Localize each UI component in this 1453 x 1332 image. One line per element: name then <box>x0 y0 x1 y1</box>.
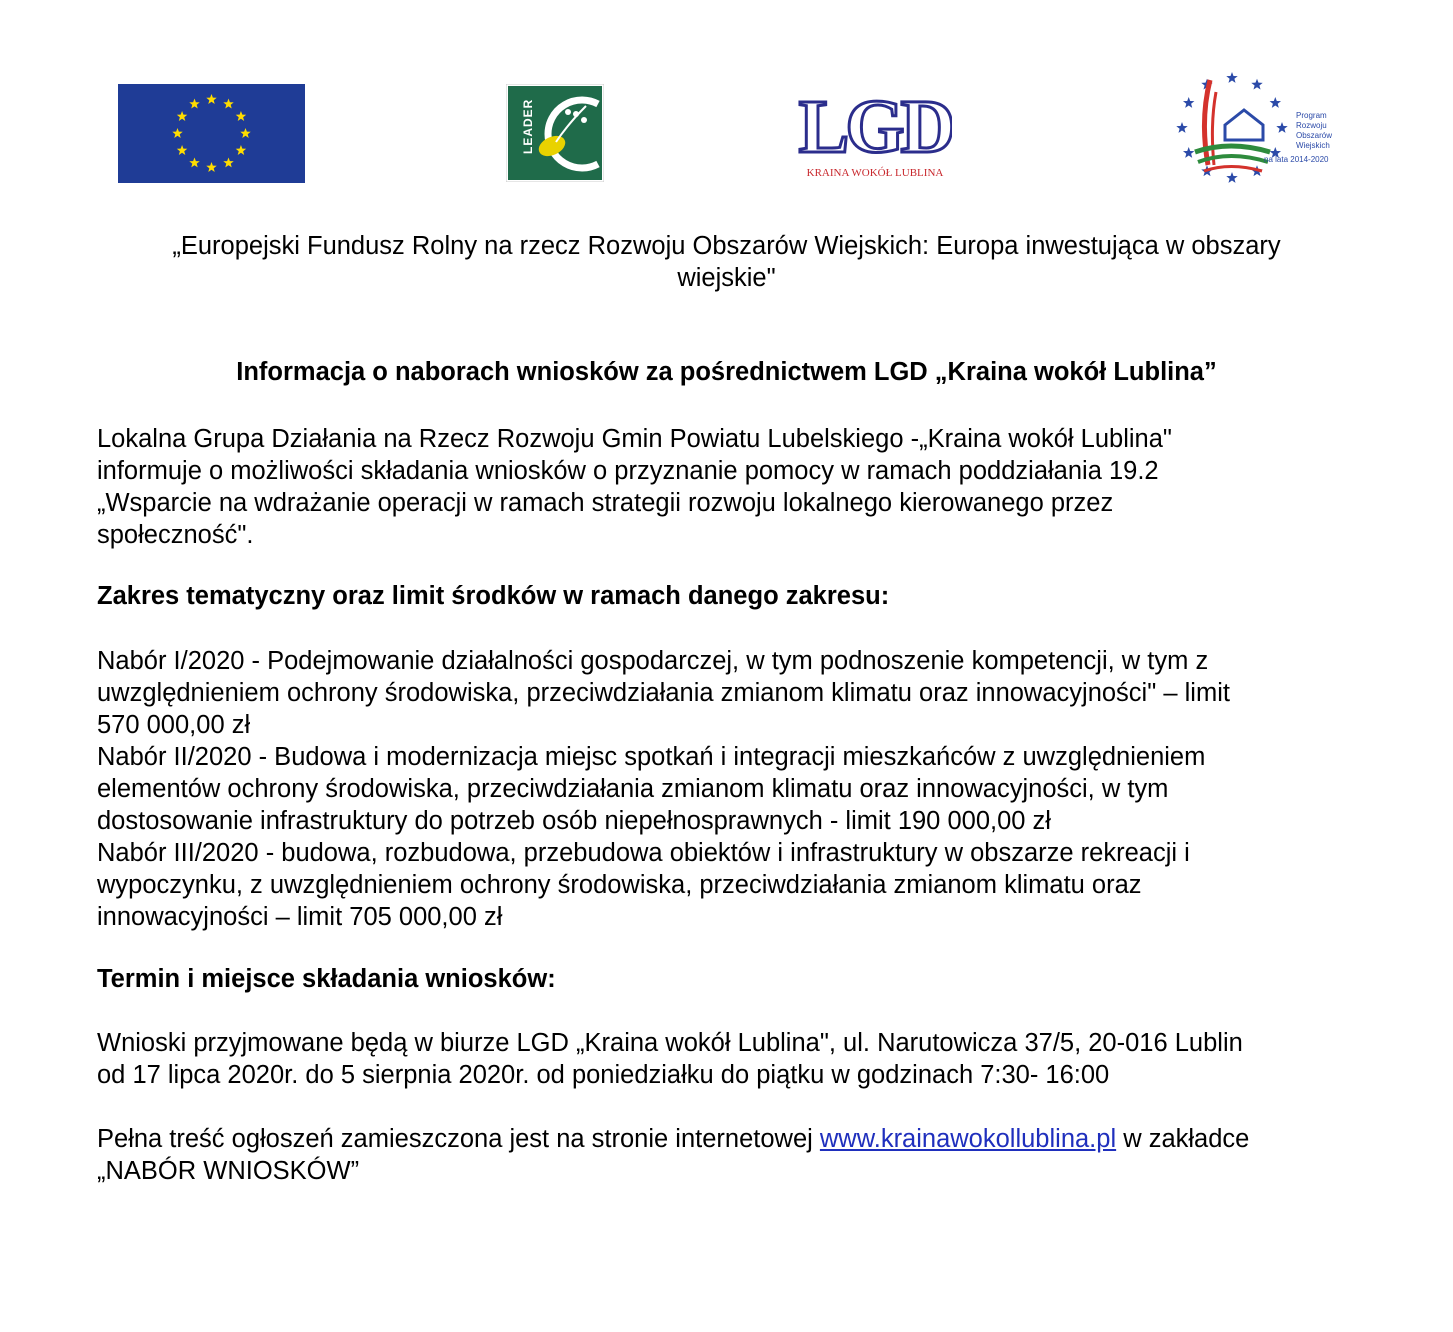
call-line: dostosowanie infrastruktury do potrzeb osób niepełnosprawnych - limit 190 000,00 zł <box>97 807 1051 835</box>
star-icon <box>1251 79 1262 90</box>
prow-text-line: Program <box>1296 111 1327 120</box>
deadline-line: Wnioski przyjmowane będą w biurze LGD „Kraina wokół Lublina", ul. Narutowicza 37/5, 20-016 Lublin <box>97 1029 1243 1057</box>
call-line: innowacyjności – limit 705 000,00 zł <box>97 903 503 931</box>
leader-logo <box>506 84 604 182</box>
star-icon <box>1176 122 1187 133</box>
call-line: elementów ochrony środowiska, przeciwdziałania zmianom klimatu oraz innowacyjności, w tym <box>97 775 1169 803</box>
prow-years: na lata 2014-2020 <box>1264 155 1329 164</box>
lgd-kraina-logo <box>798 88 952 180</box>
star-icon <box>1270 97 1281 108</box>
intro-line: społeczność". <box>97 521 254 549</box>
deadline-paragraph <box>97 1027 1243 1091</box>
prow-text-line: Obszarów <box>1296 131 1333 140</box>
call-line: Nabór I/2020 - Podejmowanie działalności gospodarczej, w tym podnoszenie kompetencji, w tym z <box>97 647 1209 675</box>
website-link[interactable]: www.krainawokollublina.pl <box>819 1125 1117 1153</box>
intro-paragraph <box>97 423 1172 551</box>
deadline-heading: Termin i miejsce składania wniosków: <box>97 965 556 993</box>
prow-text-line: Rozwoju <box>1296 121 1327 130</box>
call-line: Nabór II/2020 - Budowa i modernizacja miejsc spotkań i integracji mieszkańców z uwzględnieniem <box>97 743 1206 771</box>
leader-logo-text: LEADER <box>521 98 535 154</box>
footer-line: „NABÓR WNIOSKÓW” <box>97 1157 360 1185</box>
logo-row <box>0 0 1453 200</box>
footer-text: Pełna treść ogłoszeń zamieszczona jest na stronie internetowej <box>97 1125 820 1153</box>
prow-logo <box>1170 70 1350 185</box>
footer-paragraph <box>97 1123 1249 1187</box>
call-line: Nabór III/2020 - budowa, rozbudowa, przebudowa obiektów i infrastruktury w obszarze rekreacji i <box>97 839 1190 867</box>
eafrd-motto <box>0 230 1453 294</box>
star-icon <box>1183 97 1194 108</box>
call-line: uwzględnieniem ochrony środowiska, przeciwdziałania zmianom klimatu oraz innowacyjności" – limit <box>97 679 1230 707</box>
intro-line: informuje o możliwości składania wniosków o przyznanie pomocy w ramach poddziałania 19.2 <box>97 457 1159 485</box>
scope-heading: Zakres tematyczny oraz limit środków w ramach danego zakresu: <box>97 582 890 610</box>
star-icon <box>1226 172 1237 183</box>
footer-text: w zakładce <box>1116 1125 1250 1153</box>
intro-line: „Wsparcie na wdrażanie operacji w ramach strategii rozwoju lokalnego kierowanego przez <box>97 489 1114 517</box>
footer-line <box>97 1123 1249 1155</box>
motto-line: „Europejski Fundusz Rolny na rzecz Rozwoju Obszarów Wiejskich: Europa inwestująca w obszary <box>172 232 1281 260</box>
eu-flag-logo <box>118 84 305 183</box>
calls-list <box>97 645 1230 933</box>
call-line: wypoczynku, z uwzględnieniem ochrony środowiska, przeciwdziałania zmianom klimatu oraz <box>97 871 1142 899</box>
call-line: 570 000,00 zł <box>97 711 251 739</box>
lgd-logo-caption: KRAINA WOKÓŁ LUBLINA <box>806 167 944 179</box>
motto-line: wiejskie" <box>677 264 776 292</box>
lgd-logo-text: LGD <box>798 88 952 169</box>
star-icon <box>1183 147 1194 158</box>
document-title: Informacja o naborach wniosków za pośrednictwem LGD „Kraina wokół Lublina” <box>236 358 1217 386</box>
star-icon <box>1226 72 1237 83</box>
intro-line: Lokalna Grupa Działania na Rzecz Rozwoju Gmin Powiatu Lubelskiego -„Kraina wokół Lublina" <box>97 425 1172 453</box>
star-icon <box>1276 122 1287 133</box>
deadline-line: od 17 lipca 2020r. do 5 sierpnia 2020r. od poniedziałku do piątku w godzinach 7:30- 16:00 <box>97 1061 1110 1089</box>
prow-text-line: Wiejskich <box>1296 141 1330 150</box>
